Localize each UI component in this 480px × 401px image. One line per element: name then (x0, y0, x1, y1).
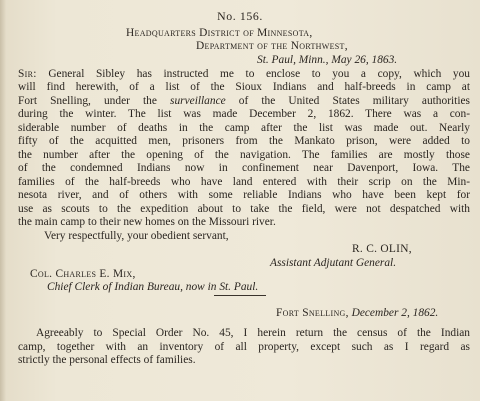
letter-line-3-italic: surveillance (170, 95, 226, 107)
document-number: No. 156. (217, 9, 263, 23)
signature-name: R. C. OLIN, (352, 243, 412, 255)
salutation: Sir: (18, 68, 37, 80)
second-date: December 2, 1862. (348, 307, 439, 319)
letter-line-12: the main camp to their new homes on the Missouri river. (18, 216, 276, 228)
header-line-2: Department of the Northwest, (196, 40, 348, 52)
letter-line-3-after: of the United States military authorities (225, 95, 470, 107)
second-line-2: camp, together with an inventory of all property, except such as I regard as (18, 341, 470, 353)
letter-line-8: of the condemned Indians now in confinement near Davenport, Iowa. The (18, 162, 470, 174)
letter-line-11: use as scouts to the expedition about to take the field, were not despatched with (18, 203, 470, 215)
second-dateline (276, 307, 438, 320)
letter-line-10: nesota river, and of others with some reliable Indians who have been kept for (18, 189, 470, 201)
second-line-1: Agreeably to Special Order No. 45, I herein return the census of the Indian (36, 327, 470, 339)
second-line-3: strictly the personal effects of families. (18, 354, 196, 366)
header-line-1: Headquarters District of Minnesota, (126, 27, 313, 39)
header-place-date: St. Paul, Minn., May 26, 1863. (257, 54, 398, 66)
section-divider (214, 295, 266, 296)
letter-line-9: families of the half-breeds who have land entered with their scrip on the Min- (18, 176, 470, 188)
signature-title: Assistant Adjutant General. (270, 257, 397, 269)
letter-line-1 (18, 68, 470, 81)
second-place: Fort Snelling, (276, 307, 349, 319)
letter-line-6: fifty of the acquitted men, prisoners from the Mankato prison, were added to (18, 135, 470, 147)
letter-line-3-before: Fort Snelling, under the (18, 95, 171, 107)
letter-line-7: the number after the opening of the navigation. The families are mostly those (18, 149, 470, 161)
page-spine-shadow (0, 0, 6, 401)
letter-line-1-text: General Sibley has instructed me to enclose to you a copy, which you (36, 68, 470, 80)
letter-line-4: during the winter. The list was made December 2, 1862. There was a con- (18, 108, 470, 120)
letter-line-5: siderable number of deaths in the camp after the list was made out. Nearly (18, 122, 470, 134)
letter-line-2: will find herewith, of a list of the Sioux Indians and half-breeds in camp at (18, 81, 470, 93)
letter-closing: Very respectfully, your obedient servant, (44, 230, 229, 242)
addressee-title: Chief Clerk of Indian Bureau, now in St. Paul. (47, 281, 259, 293)
addressee-name: Col. Charles E. Mix, (30, 268, 136, 280)
letter-line-3 (18, 95, 470, 108)
